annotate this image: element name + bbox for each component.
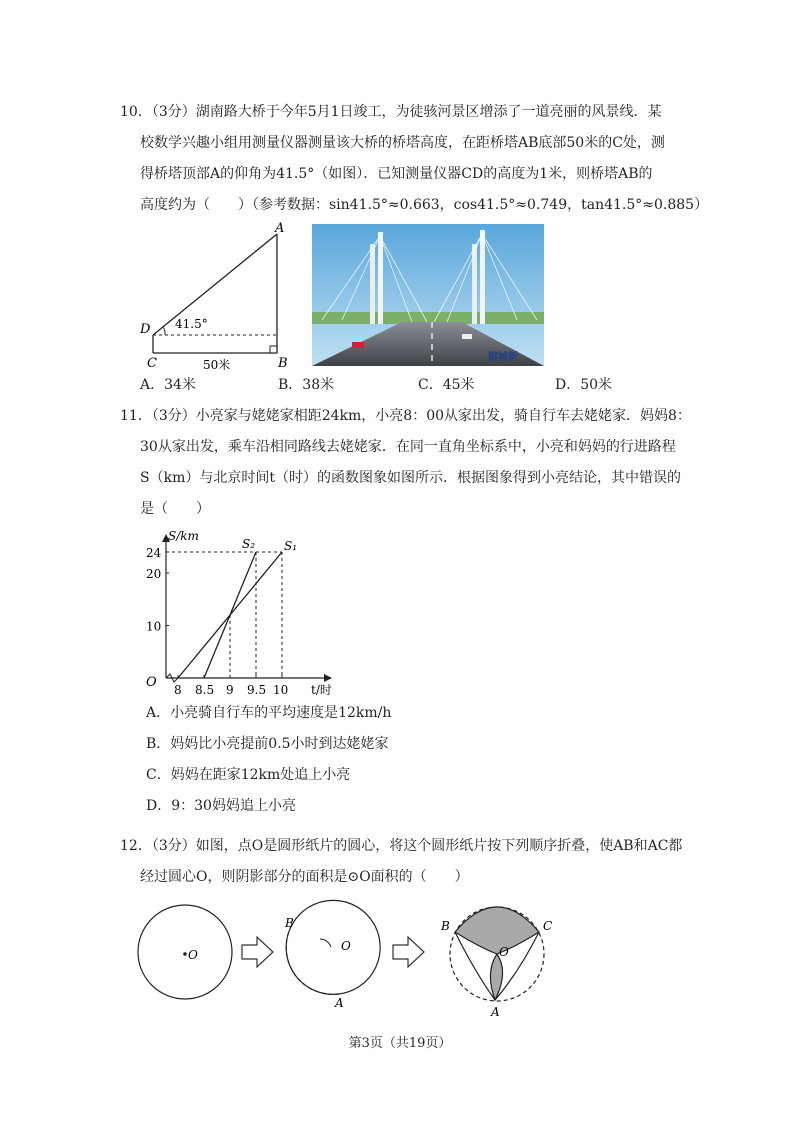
bridge-photo [312, 224, 544, 366]
base-label: 50米 [203, 358, 231, 372]
series-label-s1: S₁ [284, 539, 298, 553]
q11-option-a: A．小亮骑自行车的平均速度是12km/h [146, 705, 392, 721]
q10-option-c: C．45米 [418, 377, 475, 393]
fig2-label-A: A [335, 996, 344, 1010]
ytick-label-24: 24 [146, 546, 162, 560]
q12-fold-figures [135, 892, 575, 1022]
label-C: C [147, 356, 157, 371]
fig2-label-B: B [285, 916, 294, 930]
q12-line-2: 经过圆心O，则阴影部分的面积是⊙O面积的（ ） [140, 869, 469, 885]
chart-xlabel: t/时 [311, 683, 332, 697]
chart-origin: O [146, 675, 157, 690]
label-B: B [278, 356, 288, 371]
label-D: D [140, 322, 151, 337]
fig2-label-O: O [341, 939, 351, 953]
fig3-label-O: O [499, 945, 509, 959]
label-A: A [275, 222, 285, 236]
q11-line-2: 30从家出发，乘车沿相同路线去姥姥家．在同一直角坐标系中，小亮和妈妈的行进路程 [140, 439, 676, 455]
ytick-label-20: 20 [146, 567, 162, 581]
q11-line-1: 11．（3分）小亮家与姥姥家相距24km，小亮8：00从家出发，骑自行车去姥姥家．妈妈8： [120, 408, 691, 424]
q10-option-d: D．50米 [555, 377, 613, 393]
ytick-label-10: 10 [146, 619, 162, 634]
q11-line-3: S（km）与北京时间t（时）的函数图象如图所示．根据图象得到小亮结论，其中错误的 [140, 470, 681, 486]
q10-line-3: 得桥塔顶部A的仰角为41.5°（如图）．已知测量仪器CD的高度为1米，则桥塔AB的 [140, 166, 653, 182]
angle-label: 41.5° [175, 317, 208, 331]
q10-option-a: A．34米 [140, 377, 196, 393]
xtick-label-9.5: 9.5 [247, 683, 267, 697]
q10-line-4: 高度约为（ ）（参考数据：sin41.5°≈0.663，cos41.5°≈0.749，tan41.5°≈0.885） [140, 197, 709, 213]
xtick-label-8.5: 8.5 [195, 683, 215, 697]
photo-watermark: 聊城新 [488, 352, 518, 363]
q11-line-chart [136, 528, 346, 698]
fig3-label-B: B [441, 919, 450, 933]
xtick-label-10: 10 [273, 683, 289, 697]
fig3-label-A: A [491, 1005, 500, 1019]
xtick-label-9: 9 [226, 683, 234, 697]
q10-triangle-figure [135, 222, 295, 372]
q11-option-b: B．妈妈比小亮提前0.5小时到达姥姥家 [146, 736, 389, 752]
chart-ylabel: S/km [168, 529, 199, 543]
q10-line-1: 10．（3分）湖南路大桥于今年5月1日竣工，为徒骇河景区增添了一道亮丽的风景线．某 [120, 104, 662, 120]
q10-line-2: 校数学兴趣小组用测量仪器测量该大桥的桥塔高度，在距桥塔AB底部50米的C处，测 [140, 135, 665, 151]
series-label-s2: S₂ [242, 537, 256, 551]
xtick-label-8: 8 [174, 683, 182, 697]
fig1-label-O: O [188, 948, 198, 962]
page-footer: 第3页（共19页） [348, 1036, 452, 1051]
q11-option-c: C．妈妈在距家12km处追上小亮 [146, 767, 351, 783]
fold-arrow-2 [393, 937, 424, 967]
fig3-label-C: C [543, 919, 553, 933]
q10-option-b: B．38米 [278, 377, 335, 393]
q11-line-4: 是（ ） [140, 501, 210, 517]
fold-arrow-1 [242, 937, 273, 967]
q11-option-d: D．9：30妈妈追上小亮 [146, 798, 296, 814]
q12-line-1: 12．（3分）如图，点O是圆形纸片的圆心，将这个圆形纸片按下列顺序折叠，使AB和AC都 [120, 838, 683, 854]
